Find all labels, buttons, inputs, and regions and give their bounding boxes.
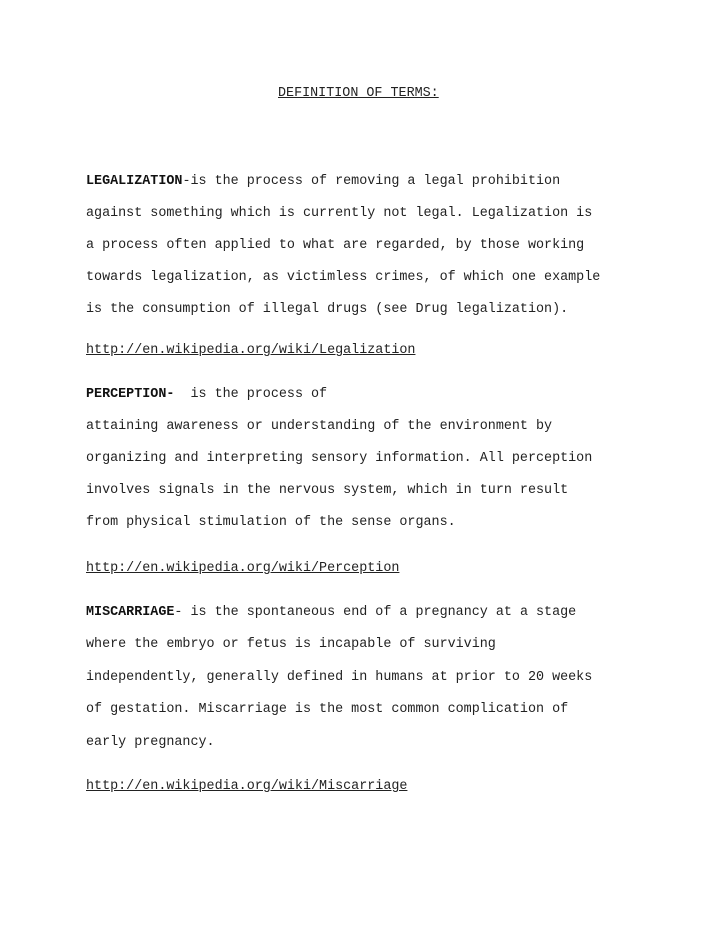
term-perception: PERCEPTION- bbox=[86, 387, 175, 402]
definition-line: where the embryo or fetus is incapable of surviving bbox=[86, 637, 496, 652]
definition-text: is the process of bbox=[174, 387, 328, 402]
definition-line: of gestation. Miscarriage is the most common complication of bbox=[86, 702, 569, 717]
definition-first-line bbox=[86, 387, 327, 403]
definition-line: from physical stimulation of the sense organs. bbox=[86, 515, 456, 530]
definition-line: independently, generally defined in humans at prior to 20 weeks bbox=[86, 670, 593, 685]
definition-line: a process often applied to what are regarded, by those working bbox=[86, 238, 585, 253]
definition-line: early pregnancy. bbox=[86, 735, 215, 750]
page-title: DEFINITION OF TERMS: bbox=[278, 86, 439, 101]
definition-first-line bbox=[86, 605, 576, 621]
definition-line: towards legalization, as victimless crimes, of which one example bbox=[86, 270, 601, 285]
source-link-perception[interactable]: http://en.wikipedia.org/wiki/Perception bbox=[86, 561, 400, 576]
term-legalization: LEGALIZATION bbox=[86, 174, 183, 189]
definition-line: organizing and interpreting sensory information. All perception bbox=[86, 451, 593, 466]
definition-first-line bbox=[86, 174, 560, 190]
definition-line: involves signals in the nervous system, which in turn result bbox=[86, 483, 569, 498]
definition-line: is the consumption of illegal drugs (see Drug legalization). bbox=[86, 302, 569, 317]
source-link-legalization[interactable]: http://en.wikipedia.org/wiki/Legalization bbox=[86, 343, 416, 358]
definition-line: against something which is currently not legal. Legalization is bbox=[86, 206, 593, 221]
term-miscarriage: MISCARRIAGE bbox=[86, 605, 175, 620]
definition-text: - is the spontaneous end of a pregnancy at a stage bbox=[174, 605, 577, 620]
definition-text: -is the process of removing a legal prohibition bbox=[182, 174, 561, 189]
source-link-miscarriage[interactable]: http://en.wikipedia.org/wiki/Miscarriage bbox=[86, 779, 408, 794]
definition-line: attaining awareness or understanding of the environment by bbox=[86, 419, 553, 434]
